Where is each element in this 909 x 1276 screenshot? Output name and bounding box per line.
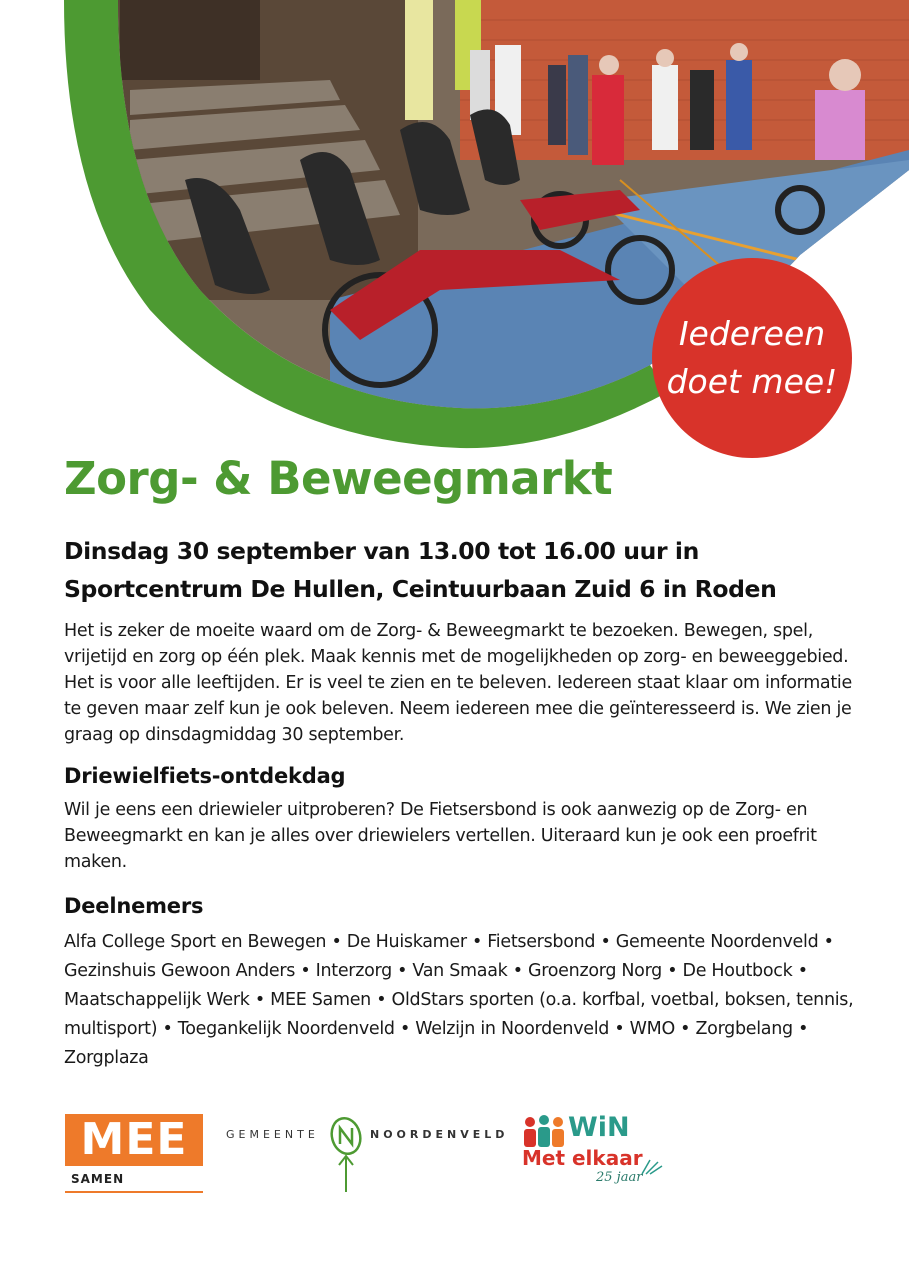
gemeente-label: GEMEENTE [226,1128,319,1141]
trike-paragraph: Wil je eens een driewieler uitproberen? De Fietsersbond is ook aanwezig op de Zorg- en Beweegmarkt en kan je alles over driewielers vertellen. Uiteraard kun je ook een proefrit maken. [64,800,817,872]
badge-line-1: Iedereen [678,314,826,353]
people-group-icon [522,1114,568,1150]
event-date-line: Dinsdag 30 september van 13.00 tot 16.00 uur in [64,537,699,565]
win-anniversary: 25 jaar [596,1170,643,1185]
intro-paragraph: Het is zeker de moeite waard om de Zorg- & Beweegmarkt te bezoeken. Bewegen, spel, vrijetijd en zorg op één plek. Maak kennis met de mogelijkheden op zorg- en beweeggebied. Het is voor alle leeftijden. Er is veel te zien en te beleven. Iedereen staat klaar om informatie te geven maar zelf kun je ook beleven. Neem iedereen mee die geïnteresseerd is. We zien je graag op dinsdagmiddag 30 september. [64,621,852,745]
event-location-line: Sportcentrum De Hullen, Ceintuurbaan Zuid 6 in Roden [64,575,777,603]
gemeente-noordenveld-logo [224,1112,509,1196]
noordenveld-label: NOORDENVELD [370,1128,509,1141]
sparkle-icon [640,1156,664,1176]
page-title: Zorg- & Beweegmarkt [64,452,613,505]
participants-heading: Deelnemers [64,894,204,918]
mee-logo-sub: SAMEN [65,1166,203,1193]
mee-logo-word: MEE [65,1114,203,1166]
badge-line-2: doet mee! [666,362,838,401]
mee-samen-logo [65,1114,203,1193]
slogan-badge [652,258,852,458]
participants-list: Alfa College Sport en Bewegen • De Huiskamer • Fietsersbond • Gemeente Noordenveld • Gezinshuis Gewoon Anders • Interzorg • Van Smaak • Groenzorg Norg • De Houtbock • Maatschappelijk Werk • MEE Samen • OldStars sporten (o.a. korfbal, voetbal, boksen, tennis, multisport) • Toegankelijk Noordenveld • Welzijn in Noordenveld • WMO • Zorgbelang • Zorgplaza [64,932,854,1068]
hero [0,0,909,470]
win-tagline: Met elkaar [522,1146,643,1170]
win-word: WiN [568,1112,630,1143]
win-met-elkaar-logo [520,1108,670,1198]
noordenveld-mark-icon [328,1112,364,1196]
trike-heading: Driewielfiets-ontdekdag [64,764,346,788]
event-details [64,532,776,608]
